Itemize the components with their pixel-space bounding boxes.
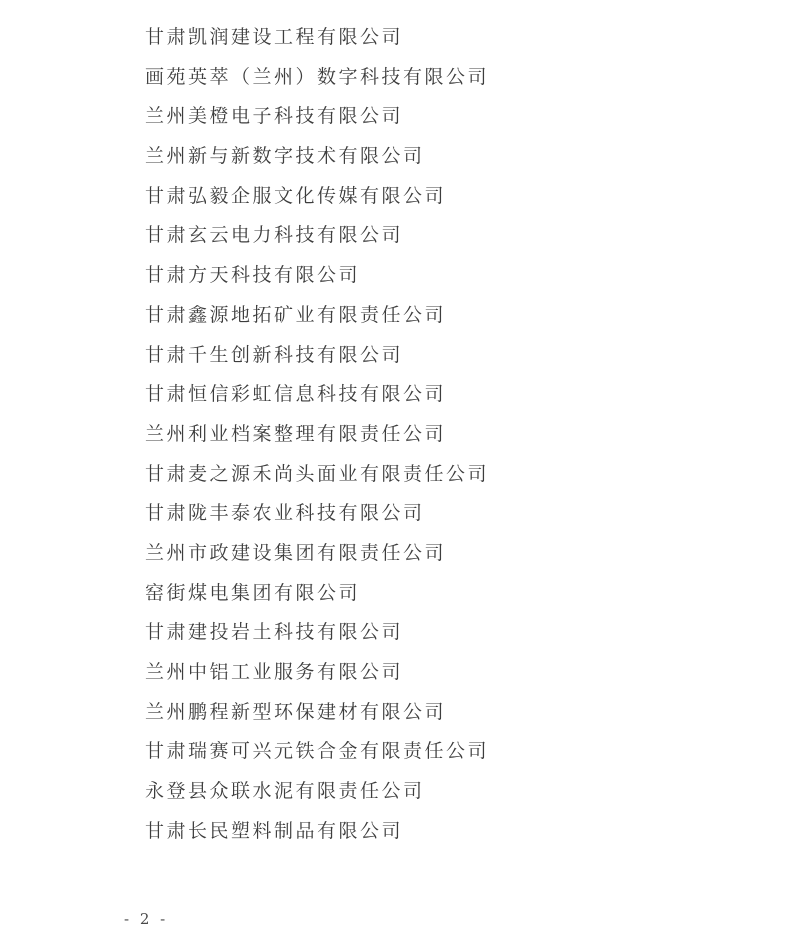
company-name-line: 甘肃方天科技有限公司 bbox=[145, 264, 361, 287]
company-name-line: 兰州中铝工业服务有限公司 bbox=[145, 661, 404, 683]
company-name-line: 甘肃弘毅企服文化传媒有限公司 bbox=[145, 184, 447, 207]
company-name-line: 甘肃恒信彩虹信息科技有限公司 bbox=[145, 383, 447, 406]
company-list bbox=[145, 18, 770, 851]
company-name-line: 画苑英萃（兰州）数字科技有限公司 bbox=[145, 65, 490, 88]
company-name-line: 甘肃凯润建设工程有限公司 bbox=[145, 26, 404, 48]
company-name-line: 甘肃长民塑料制品有限公司 bbox=[145, 819, 404, 842]
company-name-line: 甘肃建投岩土科技有限公司 bbox=[145, 621, 404, 644]
company-name-line: 兰州利业档案整理有限责任公司 bbox=[145, 422, 447, 445]
company-name-line: 兰州鹏程新型环保建材有限公司 bbox=[145, 700, 447, 723]
company-name-line: 窑街煤电集团有限公司 bbox=[145, 581, 361, 604]
company-name-line: 兰州新与新数字技术有限公司 bbox=[145, 145, 425, 168]
company-name-line: 甘肃鑫源地拓矿业有限责任公司 bbox=[145, 303, 447, 326]
company-name-line: 甘肃陇丰泰农业科技有限公司 bbox=[145, 502, 425, 525]
company-name-line: 甘肃麦之源禾尚头面业有限责任公司 bbox=[145, 462, 490, 485]
company-name-line: 甘肃玄云电力科技有限公司 bbox=[145, 224, 404, 247]
company-name-line: 永登县众联水泥有限责任公司 bbox=[145, 780, 425, 803]
company-name-line: 甘肃千生创新科技有限公司 bbox=[145, 343, 404, 366]
company-name-line: 兰州市政建设集团有限责任公司 bbox=[145, 541, 447, 564]
page-number: - 2 - bbox=[124, 910, 169, 928]
company-name-line: 甘肃瑞赛可兴元铁合金有限责任公司 bbox=[145, 740, 490, 763]
company-name-line: 兰州美橙电子科技有限公司 bbox=[145, 105, 404, 128]
